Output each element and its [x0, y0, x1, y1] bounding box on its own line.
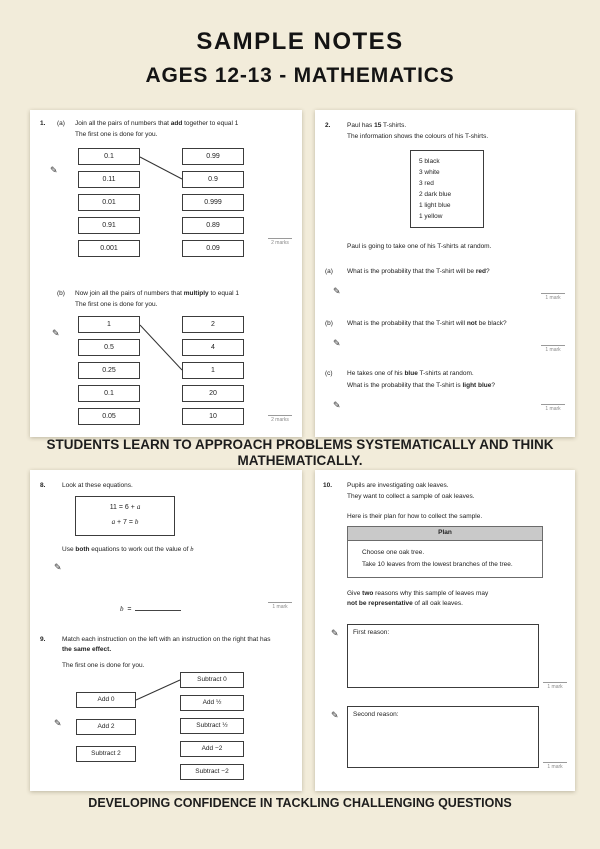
- marks-label: 1 mark: [543, 762, 567, 771]
- worksheet-page-sampling: [315, 470, 575, 791]
- intro-bold: 15: [374, 122, 382, 129]
- page-subtitle: AGES 12-13 - MATHEMATICS: [145, 64, 455, 87]
- shirt-colour-item: 1 light blue: [419, 202, 451, 209]
- match-box: 0.05: [78, 408, 140, 425]
- match-box: 2: [182, 316, 244, 333]
- prompt-text: T-shirts at random.: [417, 370, 474, 377]
- marks-line: [541, 345, 565, 346]
- match-box: 0.001: [78, 240, 140, 257]
- part-label: (a): [57, 120, 65, 127]
- marks-line: [543, 682, 567, 683]
- match-box: 0.91: [78, 217, 140, 234]
- marks-label: 1 mark: [268, 602, 292, 611]
- pencil-icon: ✎: [333, 400, 341, 410]
- worksheet-page-equations: [30, 470, 302, 791]
- prompt-text: together to equal 1: [182, 120, 239, 127]
- worksheet-page-decimals: [30, 110, 302, 437]
- marks-label: 1 mark: [541, 345, 565, 354]
- plan-table-header: Plan: [348, 527, 542, 541]
- prompt-text: Join all the pairs of numbers that: [75, 120, 171, 127]
- part-label: (b): [57, 290, 65, 297]
- question-number: 1.: [40, 120, 46, 127]
- worksheet-page-probability: [315, 110, 575, 437]
- match-box: 1: [78, 316, 140, 333]
- match-box: 1: [182, 362, 244, 379]
- intro-text: Paul has: [347, 122, 375, 129]
- prompt-text: He takes one of his: [347, 370, 405, 377]
- question-intro: They want to collect a sample of oak leaves.: [347, 493, 475, 500]
- question-number: 2.: [325, 122, 331, 129]
- equation: [76, 518, 174, 527]
- pencil-icon: ✎: [52, 328, 60, 338]
- question-number: 8.: [40, 482, 46, 489]
- match-box: 0.25: [78, 362, 140, 379]
- question-prompt: [347, 382, 495, 390]
- equation-variable: a: [111, 518, 116, 527]
- prompt-text: What is the probability that the T-shirt will be: [347, 268, 476, 275]
- shirt-colour-item: 1 yellow: [419, 213, 443, 220]
- question-prompt-bold: the same effect.: [62, 646, 112, 653]
- match-box: 0.09: [182, 240, 244, 257]
- pencil-icon: ✎: [333, 286, 341, 296]
- prompt-bold: both: [75, 546, 90, 553]
- question-intro: Pupils are investigating oak leaves.: [347, 482, 449, 489]
- question-prompt: [347, 590, 488, 598]
- match-box: 0.5: [78, 339, 140, 356]
- prompt-text: be black?: [476, 320, 507, 327]
- match-box: 10: [182, 408, 244, 425]
- question-intro: The information shows the colours of his T-shirts.: [347, 133, 489, 140]
- question-prompt: [347, 320, 507, 328]
- prompt-text: What is the probability that the T-shirt is: [347, 382, 463, 389]
- hint-text: The first one is done for you.: [75, 301, 158, 308]
- match-box: 0.1: [78, 385, 140, 402]
- question-prompt: Match each instruction on the left with an instruction on the right that has: [62, 636, 271, 643]
- marks-label: 1 mark: [541, 404, 565, 413]
- prompt-text: of all oak leaves.: [412, 600, 463, 607]
- hint-text: The first one is done for you.: [75, 131, 158, 138]
- marks-line: [543, 762, 567, 763]
- marks-label: 1 mark: [541, 293, 565, 302]
- pencil-icon: ✎: [331, 710, 339, 720]
- prompt-bold: add: [170, 120, 183, 127]
- marks-label: 1 mark: [543, 682, 567, 691]
- matching-area-instructions: [30, 672, 302, 782]
- question-intro: [347, 122, 406, 130]
- marks-line: [268, 238, 292, 239]
- part-label: (a): [325, 268, 333, 275]
- prompt-text: equations to work out the value of: [89, 546, 191, 553]
- match-box: Subtract −2: [180, 764, 244, 780]
- page-title: SAMPLE NOTES: [196, 28, 404, 55]
- matching-area-a: [30, 148, 302, 260]
- part-label: (c): [325, 370, 333, 377]
- shirt-colour-item: 2 dark blue: [419, 191, 452, 198]
- question-intro: Look at these equations.: [62, 482, 133, 489]
- question-number: 9.: [40, 636, 46, 643]
- equation-text: 11 = 6 +: [109, 504, 137, 511]
- match-box: 4: [182, 339, 244, 356]
- prompt-bold: not be representative: [347, 600, 413, 607]
- question-prompt: [347, 370, 474, 378]
- equals-sign: =: [127, 606, 132, 613]
- prompt-text: Give: [347, 590, 363, 597]
- prompt-bold: red: [475, 268, 486, 275]
- match-box: Add ½: [180, 695, 244, 711]
- plan-step: Take 10 leaves from the lowest branches of the tree.: [362, 561, 513, 568]
- question-prompt: [347, 268, 490, 276]
- match-box: 0.11: [78, 171, 140, 188]
- reason-label: Second reason:: [353, 711, 399, 718]
- shirt-colour-item: 5 black: [419, 158, 440, 165]
- connection-line: [30, 148, 302, 260]
- question-prompt: [75, 120, 238, 128]
- question-number: 10.: [323, 482, 333, 489]
- marks-line: [268, 602, 292, 603]
- match-box: Add −2: [180, 741, 244, 757]
- hint-text: The first one is done for you.: [62, 662, 145, 669]
- prompt-text: ?: [485, 268, 490, 275]
- prompt-bold: multiply: [183, 290, 209, 297]
- match-box: 0.89: [182, 217, 244, 234]
- match-box: 0.01: [78, 194, 140, 211]
- equation-variable: b: [190, 546, 194, 553]
- question-prompt: [75, 290, 239, 298]
- part-label: (b): [325, 320, 333, 327]
- pencil-icon: ✎: [331, 628, 339, 638]
- marks-label: 2 marks: [268, 415, 292, 424]
- equations-box: [75, 496, 175, 536]
- question-intro: Paul is going to take one of his T-shirts at random.: [347, 243, 492, 250]
- first-reason-box: [347, 624, 539, 688]
- marks-line: [541, 404, 565, 405]
- plan-step: Choose one oak tree.: [362, 549, 425, 556]
- equation-variable: a: [136, 503, 141, 511]
- prompt-text: What is the probability that the T-shirt will: [347, 320, 467, 327]
- pencil-icon: ✎: [54, 718, 62, 728]
- match-box: Subtract ½: [180, 718, 244, 734]
- question-intro: Here is their plan for how to collect the sample.: [347, 513, 483, 520]
- prompt-bold: blue: [404, 370, 418, 377]
- match-box: Subtract 0: [180, 672, 244, 688]
- match-box: 0.999: [182, 194, 244, 211]
- marks-line: [268, 415, 292, 416]
- question-prompt: [62, 546, 194, 554]
- answer-line: [120, 604, 181, 614]
- prompt-text: reasons why this sample of leaves may: [373, 590, 489, 597]
- pencil-icon: ✎: [333, 338, 341, 348]
- prompt-text: Now join all the pairs of numbers that: [75, 290, 184, 297]
- reason-label: First reason:: [353, 629, 390, 636]
- prompt-bold: not: [466, 320, 477, 327]
- second-reason-box: [347, 706, 539, 768]
- equation-text: + 7 =: [115, 519, 135, 527]
- prompt-bold: light blue: [462, 382, 492, 389]
- match-box: Add 0: [76, 692, 136, 708]
- equation-variable: b: [120, 605, 124, 613]
- marks-label: 2 marks: [268, 238, 292, 247]
- pencil-icon: ✎: [54, 562, 62, 572]
- prompt-text: Use: [62, 546, 76, 553]
- bottom-caption: DEVELOPING CONFIDENCE IN TACKLING CHALLENGING QUESTIONS: [88, 796, 512, 810]
- marks-line: [541, 293, 565, 294]
- shirt-colours-box: [410, 150, 484, 228]
- prompt-text: ?: [491, 382, 496, 389]
- answer-blank: [135, 604, 181, 611]
- prompt-text: to equal 1: [208, 290, 240, 297]
- shirt-colour-item: 3 red: [419, 180, 434, 187]
- equation-variable: b: [134, 518, 139, 527]
- shirt-colour-item: 3 white: [419, 169, 440, 176]
- match-box: 20: [182, 385, 244, 402]
- prompt-bold: two: [362, 590, 374, 597]
- connection-line: [30, 316, 302, 428]
- matching-area-b: [30, 316, 302, 428]
- equation: [76, 503, 174, 512]
- match-box: 0.9: [182, 171, 244, 188]
- intro-text: T-shirts.: [381, 122, 407, 129]
- plan-table: [347, 526, 543, 578]
- match-box: Subtract 2: [76, 746, 136, 762]
- connection-line: [30, 672, 302, 782]
- plan-table-body: [348, 541, 542, 577]
- match-box: Add 2: [76, 719, 136, 735]
- match-box: 0.1: [78, 148, 140, 165]
- pencil-icon: ✎: [50, 165, 58, 175]
- middle-caption: STUDENTS LEARN TO APPROACH PROBLEMS SYSTEMATICALLY AND THINK MATHEMATICALLY.: [46, 437, 554, 468]
- match-box: 0.99: [182, 148, 244, 165]
- question-prompt: [347, 600, 463, 608]
